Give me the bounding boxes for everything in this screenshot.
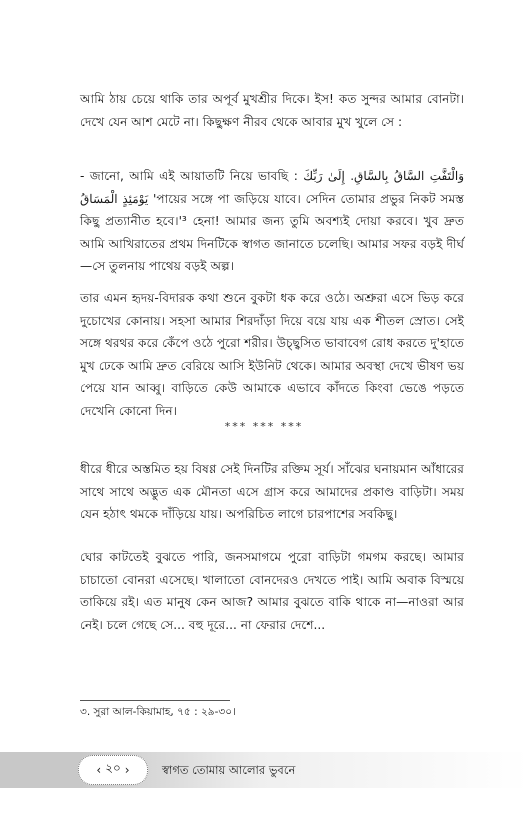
footnote-divider bbox=[80, 700, 230, 701]
dialogue-lead: - জানো, আমি এই আয়াতটি নিয়ে ভাবছি : bbox=[80, 169, 298, 183]
paragraph-2-dialogue bbox=[80, 165, 464, 278]
dialogue-rest: 'পায়ের সঙ্গে পা জড়িয়ে যাবে। সেদিন তোমার প্রভুর নিকট সমস্ত কিছু প্রত্যানীত হবে।'³ হেনা! আমার জন্য তুমি অবশ্যই দোয়া করবে। খুব দ্রুত আমি আখিরাতের প্রথম দিনটিকে স্বাগত জানাতে চলেছি। আমার সফর বড়ই দীর্ঘ—সে তুলনায় পাথেয় বড়ই অল্প। bbox=[80, 191, 464, 273]
chevron-left-icon: ‹ bbox=[96, 763, 102, 777]
section-separator: *** *** *** bbox=[224, 420, 304, 433]
paragraph-5: ঘোর কাটতেই বুঝতে পারি, জনসমাগমে পুরো বাড়িটা গমগম করছে। আমার চাচাতো বোনরা এসেছে। খালাতো বোনদেরও দেখতে পাই। আমি অবাক বিস্ময়ে তাকিয়ে রই। এত মানুষ কেন আজ? আমার বুঝতে বাকি থাকে না—নাওরা আর নেই। চলে গেছে সে... বহু দূরে... না ফেরার দেশে... bbox=[80, 550, 464, 632]
paragraph-1: আমি ঠায় চেয়ে থাকি তার অপূর্ব মুখশ্রীর দিকে। ইস! কত সুন্দর আমার বোনটা। দেখে যেন আশ মেটে না। কিছুক্ষণ নীরব থেকে আবার মুখ খুলে সে : bbox=[80, 92, 464, 129]
chevron-right-icon: › bbox=[124, 763, 130, 777]
page-number-badge bbox=[78, 755, 148, 785]
paragraph-4: ধীরে ধীরে অস্তমিত হয় বিষণ্ণ সেই দিনটির রক্তিম সূর্য। সাঁঝের ঘনায়মান আঁধারের সাথে সাথে অদ্ভুত এক মৌনতা এসে গ্রাস করে আমাদের প্রকাণ্ড বাড়িটা। সময় যেন হঠাৎ থমকে দাঁড়িয়ে যায়। অপরিচিত লাগে চারপাশের সবকিছু। bbox=[80, 462, 464, 521]
arabic-verse: وَالْتَفَّتِ السَّاقُ بِالسَّاقِ. إِلَىٰ رَبِّكَ يَوْمَئِذٍ الْمَسَاقُ bbox=[80, 169, 465, 206]
running-footer-title: স্বাগত তোমায় আলোর ভুবনে bbox=[162, 763, 296, 777]
footnote: ৩. সুরা আল-কিয়ামাহ, ৭৫ : ২৯-৩০। bbox=[80, 706, 236, 718]
page-number: ২০ bbox=[105, 761, 121, 775]
paragraph-3: তার এমন হৃদয়-বিদারক কথা শুনে বুকটা ধক করে ওঠে। অশ্রুরা এসে ভিড় করে দুচোখের কোনায়। সহসা আমার শিরদাঁড়া দিয়ে বয়ে যায় এক শীতল স্রোত। সেই সঙ্গে থরথর করে কেঁপে ওঠে পুরো শরীর। উচ্ছ্বসিত ভাবাবেগ রোধ করতে দু'হাতে মুখ ঢেকে আমি দ্রুত বেরিয়ে আসি ইউনিট থেকে। আমার অবস্থা দেখে ভীষণ ভয় পেয়ে যান আব্বু। বাড়িতে কেউ আমাকে এভাবে কাঁদতে কিংবা ভেঙে পড়তে দেখেনি কোনো দিন। bbox=[80, 291, 464, 418]
